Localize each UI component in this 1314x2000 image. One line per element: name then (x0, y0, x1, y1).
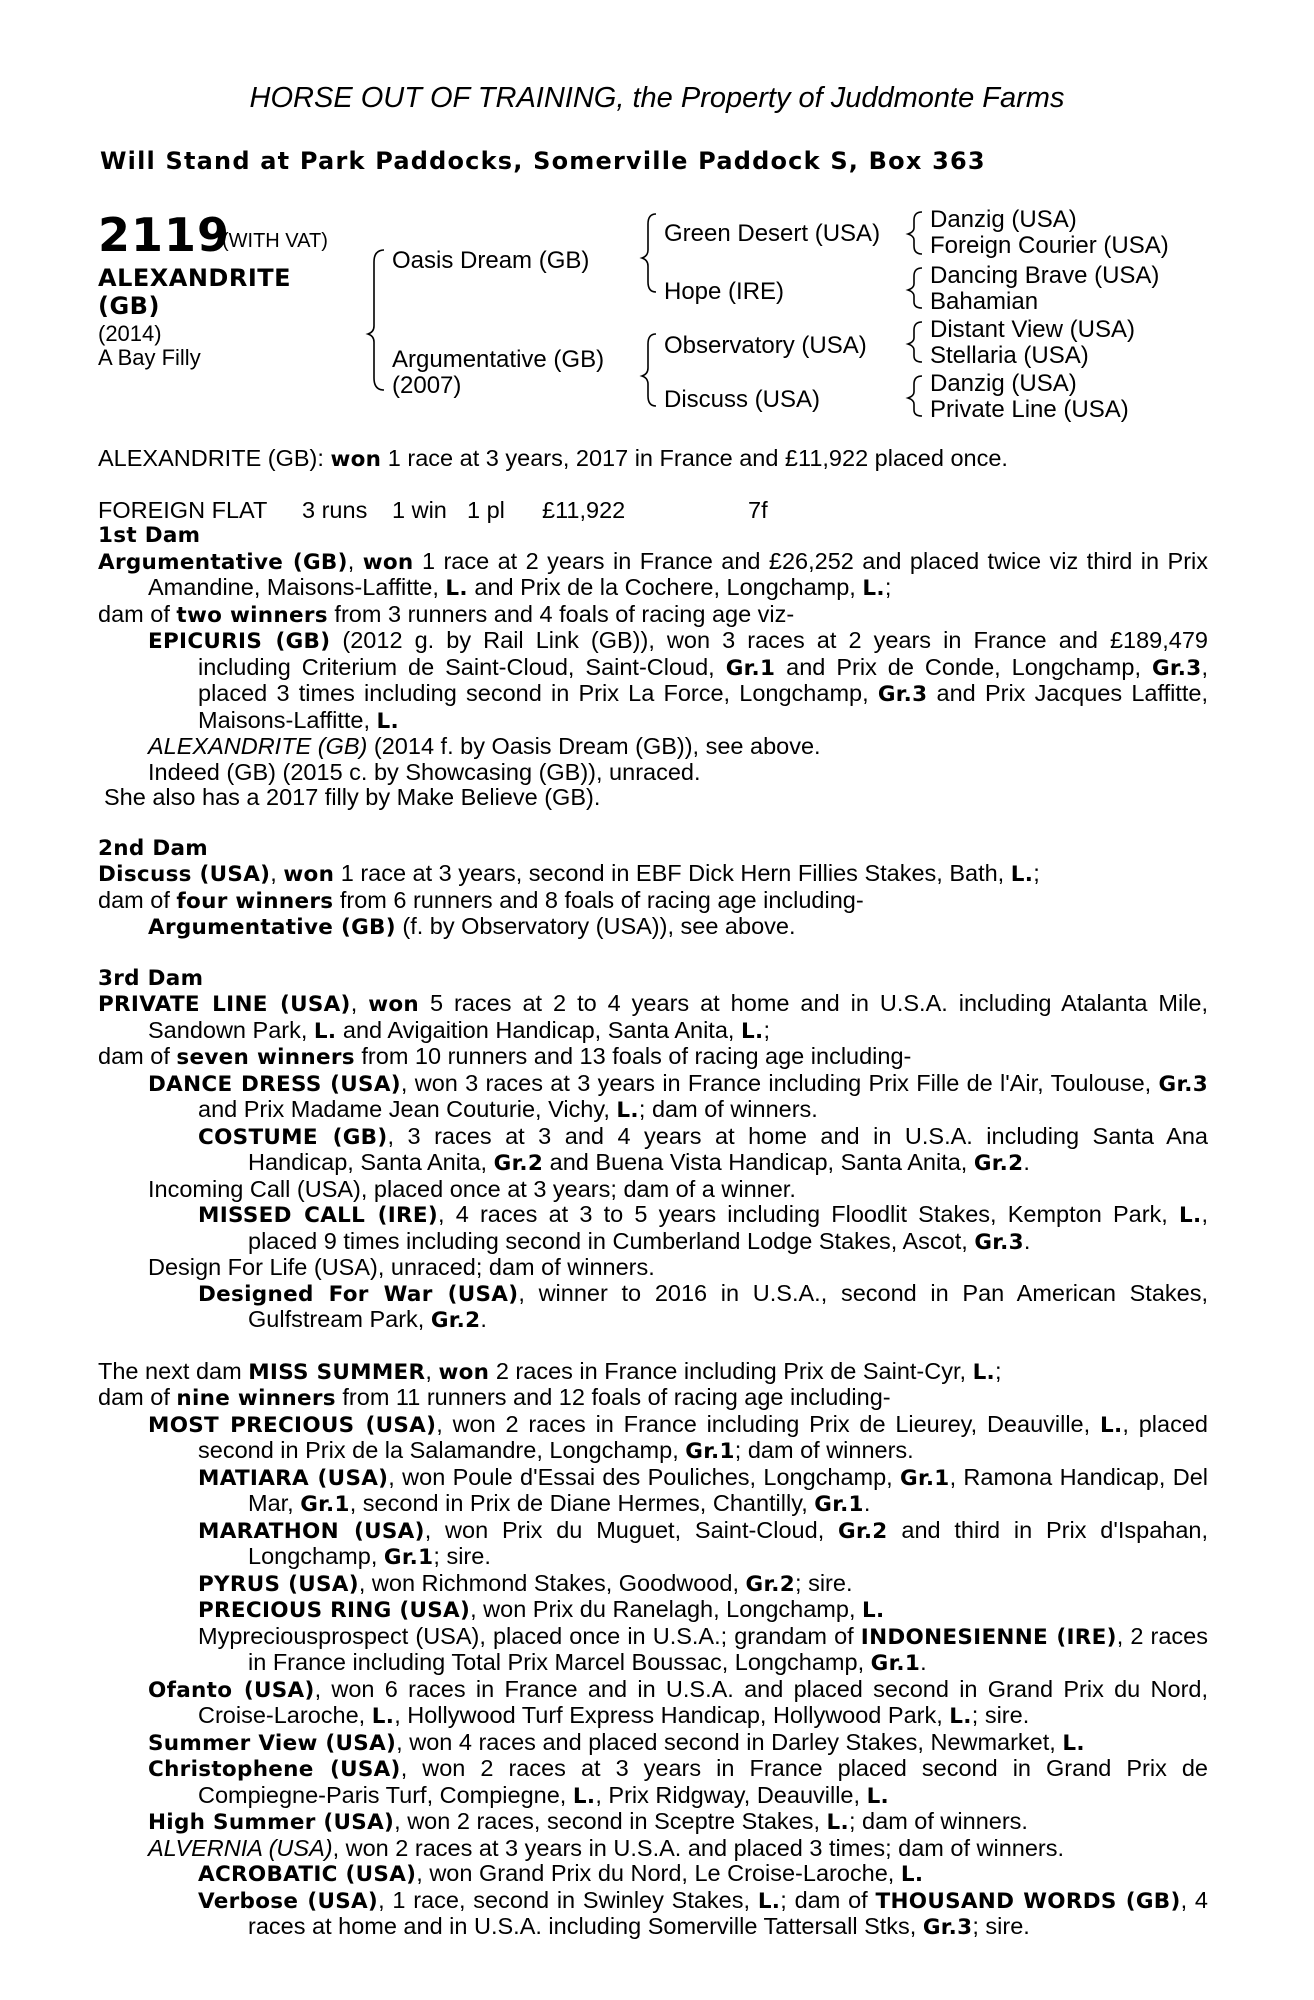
first-dam-heading: 1st Dam (98, 523, 201, 548)
pedigree-gen3: Danzig (USA) (930, 206, 1077, 233)
produce-alexandrite: ALEXANDRITE (GB) (2014 f. by Oasis Dream (GB)), see above. (148, 733, 821, 759)
produce-matiara: MATIARA (USA), won Poule d'Essai des Pouliches, Longchamp, Gr.1, Ramona Handicap, Del Mar, Gr.1, second in Prix de Diane Hermes, Chantilly, Gr.1. (198, 1463, 1208, 1517)
race-record: FOREIGN FLAT 3 runs 1 win 1 pl £11,922 7f (98, 496, 768, 523)
third-dam-record: PRIVATE LINE (USA), won 5 races at 2 to 4 years at home and in U.S.A. including Atalanta Mile, Sandown Park, L. and Avigaition Handicap, Santa Anita, L.; (98, 990, 1208, 1044)
produce-design-for-life: Design For Life (USA), unraced; dam of winners. (148, 1254, 655, 1280)
third-dam-produce: dam of seven winners from 10 runners and 13 foals of racing age including- (98, 1043, 912, 1070)
pedigree-gen3: Dancing Brave (USA) (930, 262, 1160, 289)
foaling-year: (2014) (98, 321, 162, 346)
pedigree-gen3: Distant View (USA) (930, 316, 1135, 343)
pedigree-dam-sire: Observatory (USA) (664, 332, 867, 359)
pedigree-gen3: Foreign Courier (USA) (930, 232, 1169, 259)
produce-verbose: Verbose (USA), 1 race, second in Swinley Stakes, L.; dam of THOUSAND WORDS (GB), 4 races at home and in U.S.A. including Somerville Tattersall Stks, Gr.3; sire. (198, 1886, 1208, 1940)
produce-incoming-call: Incoming Call (USA), placed once at 3 years; dam of a winner. (148, 1175, 796, 1202)
stand-location: Will Stand at Park Paddocks, Somerville Paddock S, Box 363 (100, 147, 986, 175)
horse-name-line2: (GB) (98, 292, 160, 320)
page-title: HORSE OUT OF TRAINING, the Property of Juddmonte Farms (249, 82, 1065, 114)
produce-acrobatic: ACROBATIC (USA), won Grand Prix du Nord, Le Croise-Laroche, L. (198, 1860, 924, 1887)
produce-epicuris: EPICURIS (GB) (2012 g. by Rail Link (GB)), won 3 races at 2 years in France and £189,479 including Criterium de Saint-Cloud, Saint-Cloud, Gr.1 and Prix de Conde, Longchamp, Gr.3, placed 3 times including second in Prix La Force, Longchamp, Gr.3 and Prix Jacques Laffitte, Maisons-Laffitte, L. (148, 627, 1208, 734)
produce-costume: COSTUME (GB), 3 races at 3 and 4 years at home and in U.S.A. including Santa Ana Handicap, Santa Anita, Gr.2 and Buena Vista Handicap, Santa Anita, Gr.2. (198, 1122, 1208, 1176)
pedigree-sire-sire: Green Desert (USA) (664, 220, 881, 247)
race-summary: ALEXANDRITE (GB): won 1 race at 3 years, 2017 in France and £11,922 placed once. (98, 445, 1008, 472)
pedigree-dam: Argumentative (GB) (392, 346, 605, 373)
produce-mypreciousprospect: Mypreciousprospect (USA), placed once in U.S.A.; grandam of INDONESIENNE (IRE), 2 races in France including Total Prix Marcel Boussac, Longchamp, Gr.1. (198, 1622, 1208, 1676)
produce-missed-call: MISSED CALL (IRE), 4 races at 3 to 5 years including Floodlit Stakes, Kempton Park, L., placed 9 times including second in Cumberland Lodge Stakes, Ascot, Gr.3. (198, 1201, 1208, 1255)
produce-filly-2017: She also has a 2017 filly by Make Believe (GB). (104, 784, 601, 810)
pedigree-gen3: Bahamian (930, 288, 1039, 315)
next-dam-produce: dam of nine winners from 11 runners and 12 foals of racing age including- (98, 1384, 891, 1411)
catalogue-body (98, 446, 1208, 1941)
second-dam-heading: 2nd Dam (98, 835, 208, 861)
produce-dance-dress: DANCE DRESS (USA), won 3 races at 3 years in France including Prix Fille de l'Air, Toulouse, Gr.3 and Prix Madame Jean Couturie, Vichy, L.; dam of winners. (148, 1069, 1209, 1123)
produce-argumentative: Argumentative (GB) (f. by Observatory (USA)), see above. (148, 913, 796, 940)
lot-number: 2119 (98, 208, 231, 262)
produce-high-summer: High Summer (USA), won 2 races, second in Sceptre Stakes, L.; dam of winners. (148, 1808, 1028, 1835)
produce-precious-ring: PRECIOUS RING (USA), won Prix du Ranelagh, Longchamp, L. (198, 1596, 885, 1623)
vat-note: (WITH VAT) (222, 230, 328, 252)
produce-alvernia: ALVERNIA (USA), won 2 races at 3 years in U.S.A. and placed 3 times; dam of winners. (148, 1834, 1065, 1861)
second-dam-produce: dam of four winners from 6 runners and 8 foals of racing age including- (98, 886, 864, 914)
third-dam-heading: 3rd Dam (98, 965, 204, 991)
produce-marathon: MARATHON (USA), won Prix du Muguet, Saint-Cloud, Gr.2 and third in Prix d'Ispahan, Longchamp, Gr.1; sire. (198, 1516, 1209, 1570)
second-dam-record: Discuss (USA), won 1 race at 3 years, second in EBF Dick Hern Fillies Stakes, Bath, L.; (98, 860, 1040, 887)
pedigree-gen3: Stellaria (USA) (930, 342, 1089, 369)
first-dam-record: Argumentative (GB), won 1 race at 2 years in France and £26,252 and placed twice viz third in Prix Amandine, Maisons-Laffitte, L. and Prix de la Cochere, Longchamp, L.; (98, 547, 1208, 601)
produce-christophene: Christophene (USA), won 2 races at 3 years in France placed second in Grand Prix de Compiegne-Paris Turf, Compiegne, L., Prix Ridgway, Deauville, L. (148, 1755, 1208, 1809)
produce-pyrus: PYRUS (USA), won Richmond Stakes, Goodwood, Gr.2; sire. (198, 1569, 853, 1597)
pedigree-sire-dam: Hope (IRE) (664, 278, 785, 305)
pedigree-gen3: Danzig (USA) (930, 370, 1077, 397)
horse-description: A Bay Filly (98, 345, 201, 370)
horse-name-line1: ALEXANDRITE (98, 264, 292, 292)
produce-ofanto: Ofanto (USA), won 6 races in France and in U.S.A. and placed second in Grand Prix du Nord, Croise-Laroche, L., Hollywood Turf Express Handicap, Hollywood Park, L.; sire. (148, 1675, 1208, 1729)
pedigree-dam-dam: Discuss (USA) (664, 386, 821, 413)
pedigree-sire: Oasis Dream (GB) (392, 247, 590, 274)
produce-summer-view: Summer View (USA), won 4 races and placed second in Darley Stakes, Newmarket, L. (148, 1728, 1085, 1756)
produce-designed-for-war: Designed For War (USA), winner to 2016 in U.S.A., second in Pan American Stakes, Gulfstream Park, Gr.2. (198, 1279, 1208, 1333)
pedigree-dam-year: (2007) (392, 372, 462, 399)
pedigree-brackets (0, 0, 1314, 440)
produce-indeed: Indeed (GB) (2015 c. by Showcasing (GB)), unraced. (148, 758, 701, 785)
pedigree-gen3: Private Line (USA) (930, 396, 1129, 423)
next-dam-record: The next dam MISS SUMMER, won 2 races in France including Prix de Saint-Cyr, L.; (98, 1357, 1002, 1385)
first-dam-produce: dam of two winners from 3 runners and 4 foals of racing age viz- (98, 600, 795, 628)
produce-most-precious: MOST PRECIOUS (USA), won 2 races in France including Prix de Lieurey, Deauville, L., placed second in Prix de la Salamandre, Longchamp, Gr.1; dam of winners. (148, 1410, 1208, 1464)
